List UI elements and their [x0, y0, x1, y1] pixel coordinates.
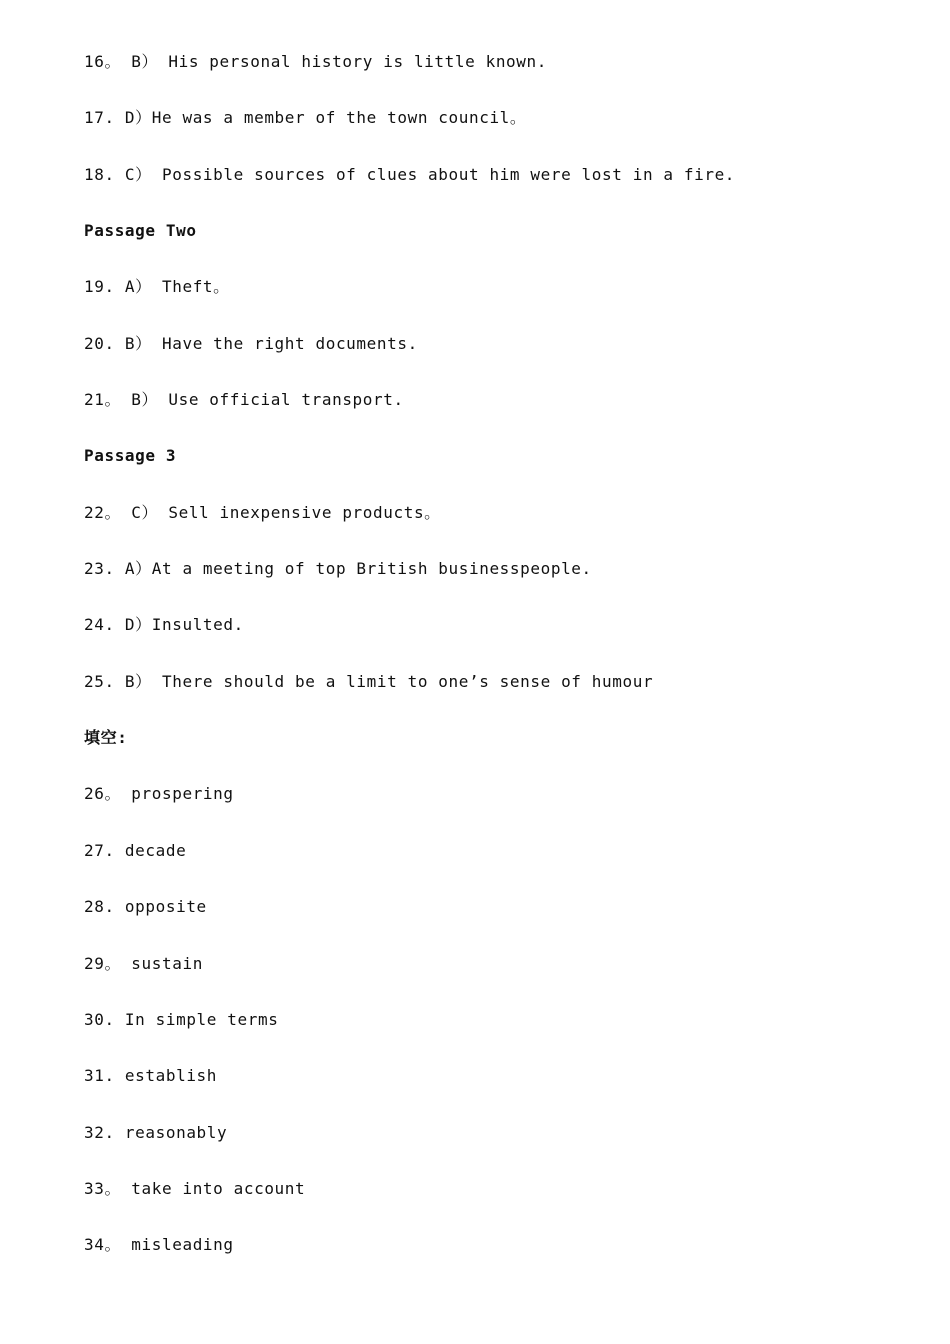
answer-line-27: 27. decade: [84, 840, 187, 860]
answer-line-19: 19. A） Theft。: [84, 277, 230, 297]
answer-line-33: 33。 take into account: [84, 1178, 306, 1198]
section-heading-passage-two: Passage Two: [84, 221, 197, 241]
answer-line-23: 23. A）At a meeting of top British businesspeople.: [84, 559, 592, 579]
section-heading-passage-3: Passage 3: [84, 446, 177, 466]
answer-line-30: 30. In simple terms: [84, 1009, 279, 1029]
answer-line-22: 22。 C） Sell inexpensive products。: [84, 502, 441, 522]
answer-line-34: 34。 misleading: [84, 1235, 234, 1255]
answer-line-26: 26。 prospering: [84, 784, 234, 804]
answer-line-18: 18. C） Possible sources of clues about him were lost in a fire.: [84, 164, 736, 184]
answer-line-31: 31. establish: [84, 1066, 218, 1086]
section-heading-fill-in: 填空:: [84, 728, 128, 748]
answer-line-28: 28. opposite: [84, 897, 207, 917]
answer-line-16: 16。 B） His personal history is little known.: [84, 52, 547, 71]
answer-line-25: 25. B） There should be a limit to one’s sense of humour: [84, 671, 654, 691]
answer-line-20: 20. B） Have the right documents.: [84, 333, 418, 353]
answer-line-29: 29。 sustain: [84, 953, 203, 973]
answer-line-24: 24. D）Insulted.: [84, 615, 244, 635]
answer-line-32: 32. reasonably: [84, 1122, 228, 1142]
answer-line-17: 17. D）He was a member of the town council。: [84, 108, 527, 128]
document-page: [84, 50, 924, 1290]
answer-line-21: 21。 B） Use official transport.: [84, 390, 404, 410]
